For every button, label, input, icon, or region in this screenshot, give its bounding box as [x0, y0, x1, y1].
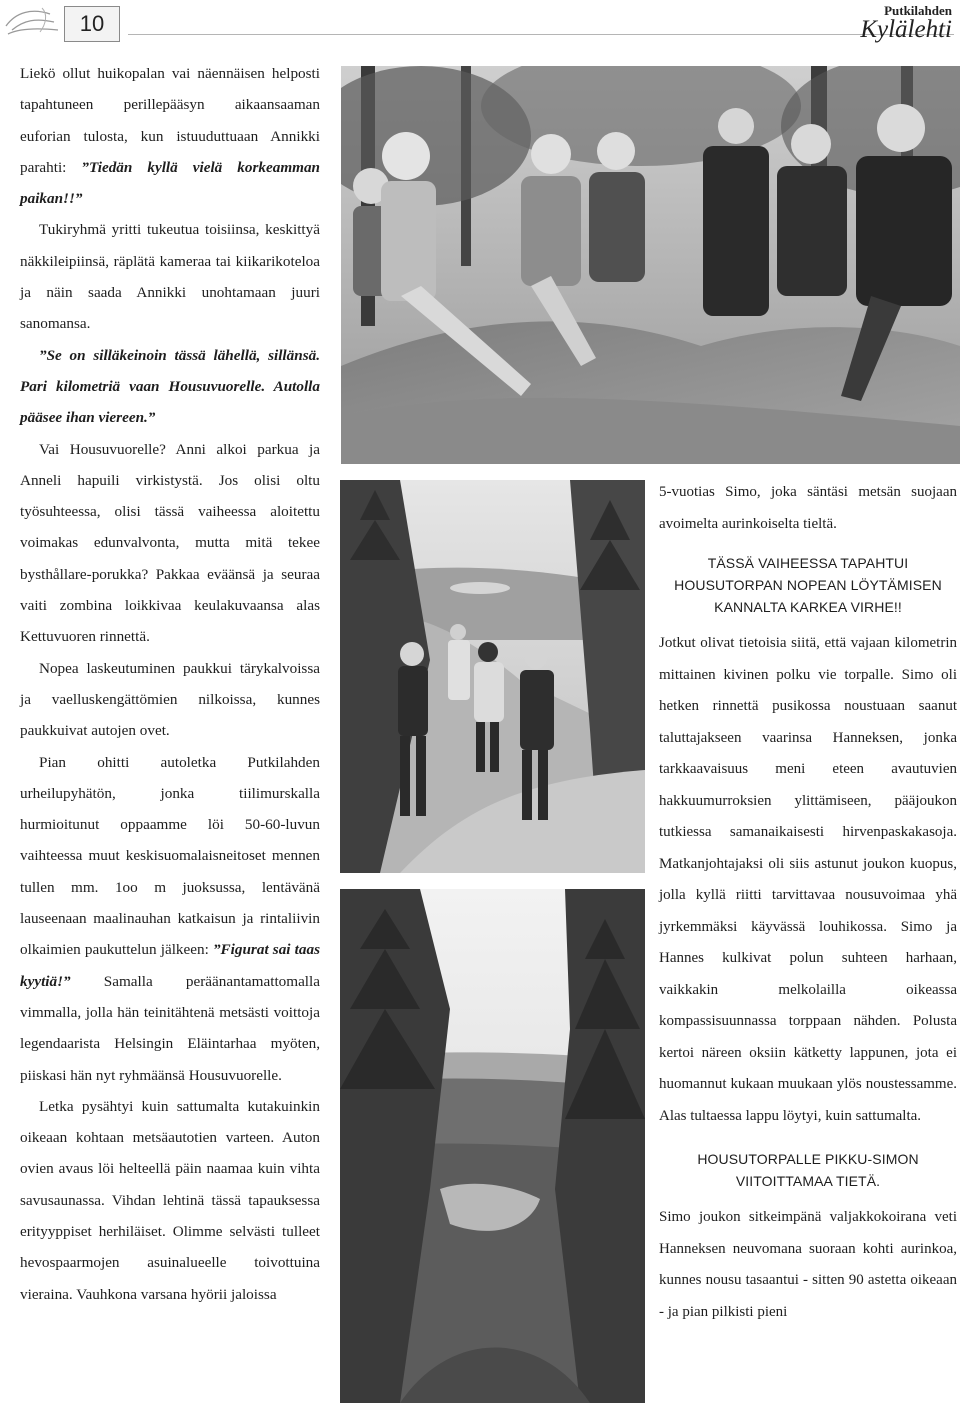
right-text-column: [659, 477, 957, 1328]
paragraph-5: Nopea laskeutuminen paukkui tärykalvoissa ja vaelluskengättömien nilkoissa, kunnes paukkuivat autojen ovet.: [20, 659, 320, 740]
paragraph-1: [20, 58, 320, 214]
paragraph-2: Tukiryhmä yritti tukeutua toisiinsa, keskittyä näkkileipiinsä, räplätä kameraa tai kiikarikoteloa ja näin saada Annikki unohtamaan juuri sanomansa.: [20, 221, 320, 333]
caption-text: 5-vuotias Simo, joka säntäsi metsän suojaan avoimelta aurinkoiselta tieltä.: [659, 484, 957, 532]
paragraph-6-text-a: Pian ohitti autoletka Putkilahden urheilupyhätön, jonka tiilimurskalla hurmioitunut oppaamme löi 50-60-luvun vaihteessa muut keskisuomalaisneitoset mennen tullen mm. 1oo m juoksussa, lentävänä lauseenaan maalinauhan katkaisun ja rintaliivin olkaimien paukuttelun jälkeen:: [20, 753, 320, 959]
paragraph-6-text-b: Samalla peräänantamattomalla vimmalla, jolla hän teinitähtenä metsästi voittoja legendaarista Helsingin Eläintarhaa myöten, piiskasi hän nyt ryhmäänsä Housuvuorelle.: [20, 972, 320, 1084]
right-paragraph-2: Simo joukon sitkeimpänä valjakkokoirana veti Hanneksen neuvomana suoraan kohti aurinkoa, kunnes nousu tasaantui - sitten 90 astetta oikeaan - ja pian pilkisti pieni: [659, 1209, 957, 1320]
paragraph-3-quote: ”Se on silläkeinoin tässä lähellä, sillänsä. Pari kilometriä vaan Housuvuorelle. Autolla pääsee ihan viereen.”: [20, 346, 320, 427]
page-number: 10: [64, 6, 120, 42]
right-paragraph-1: Jotkut olivat tietoisia siitä, että vajaan kilometrin mittainen kivinen polku vie torpalle. Simo oli hetken rinnettä pusikossa noustuaan saanut taluttajakseen vaarinsa Hanneksen, jonka tarkkaavaisuus meni eteen avautuvien hakkuumurroksien ylittämiseen, pääjoukon tutkiessa samanaikaisesti hirvenpaskakasoja. Matkanjohtajaksi oli siis astunut joukon kuopus, jolla kyllä riitti tarvittavaa nousuvoimaa yhä jyrkemmäksi käyvässä louhikossa. Simo ja Hannes kulkivat polun suhteen harhaan, vaikkakin melkolailla oikeassa kompassisuunnassa torppaan nähden. Polusta kertoi näreen oksiin kätketty lappunen, jota ei huomannut kukaan muukaan ylös noustessamme. Alas tultaessa lappu löytyi, kuin sattumalta.: [659, 635, 957, 1124]
decorative-ornament-icon: [2, 2, 64, 42]
header-rule: [128, 34, 954, 35]
subheading-virhe-line-3: KANNALTA KARKEA VIRHE!!: [714, 599, 902, 615]
subheading-virhe-line-2: HOUSUTORPAN NOPEAN LÖYTÄMISEN: [674, 577, 942, 593]
publication-subtitle: Putkilahden: [884, 3, 952, 18]
subheading-simon-tie-line-2: VIITOITTAMAA TIETÄ.: [735, 1173, 881, 1189]
paragraph-4: Vai Housuvuorelle? Anni alkoi parkua ja Anneli hapuili virkistystä. Jos olisi oltu työsuhteessa, olisi tässä vaiheessa aloitettu voimakas edunvalvonta, mutta mitä tekee bysthållare-porukka? Pakkaa eväänsä ja seuraa vaiti zombina loikkivaa keulakuvaansa alas Kettuvuoren rinnettä.: [20, 440, 320, 646]
annikki-quote: ”Tiedän kyllä vielä korkeamman paikan!!”: [20, 158, 320, 208]
group-on-rocks-photo: [341, 66, 960, 464]
publication-title: Kylälehti: [860, 16, 952, 43]
left-text-column: [20, 58, 320, 1310]
subheading-simon-tie: [659, 1148, 957, 1192]
paragraph-7: Letka pysähtyi kuin sattumalta kutakuinkin oikeaan kohtaan metsäautotien varteen. Auton ovien avaus löi helteellä päin naamaa kuin vihta savusaunassa. Vihdan lehtinä tässä tapauksessa erityyppiset herhiläiset. Olimme selvästi tulleet hevospaarmojen asuinalueelle toivottuina vieraina. Vauhkona varsana hyörii jaloissa: [20, 1097, 320, 1303]
subheading-simon-tie-line-1: HOUSUTORPALLE PIKKU-SIMON: [697, 1151, 919, 1167]
paragraph-6: [20, 747, 320, 1091]
photo-caption: [659, 477, 957, 540]
hikers-descending-photo: [340, 480, 645, 873]
figurat-quote: ”Figurat sai taas kyytiä!”: [20, 941, 320, 990]
subheading-virhe-line-1: TÄSSÄ VAIHEESSA TAPAHTUI: [707, 555, 909, 571]
paragraph-1-text: Liekö ollut huikopalan vai näennäisen helposti tapahtuneen perillepääsyn aikaansaaman euforian tulosta, kun istuuduttuaan Annikki parahti:: [20, 65, 320, 176]
subheading-virhe: [659, 552, 957, 618]
lake-valley-landscape-photo: [340, 889, 645, 1403]
